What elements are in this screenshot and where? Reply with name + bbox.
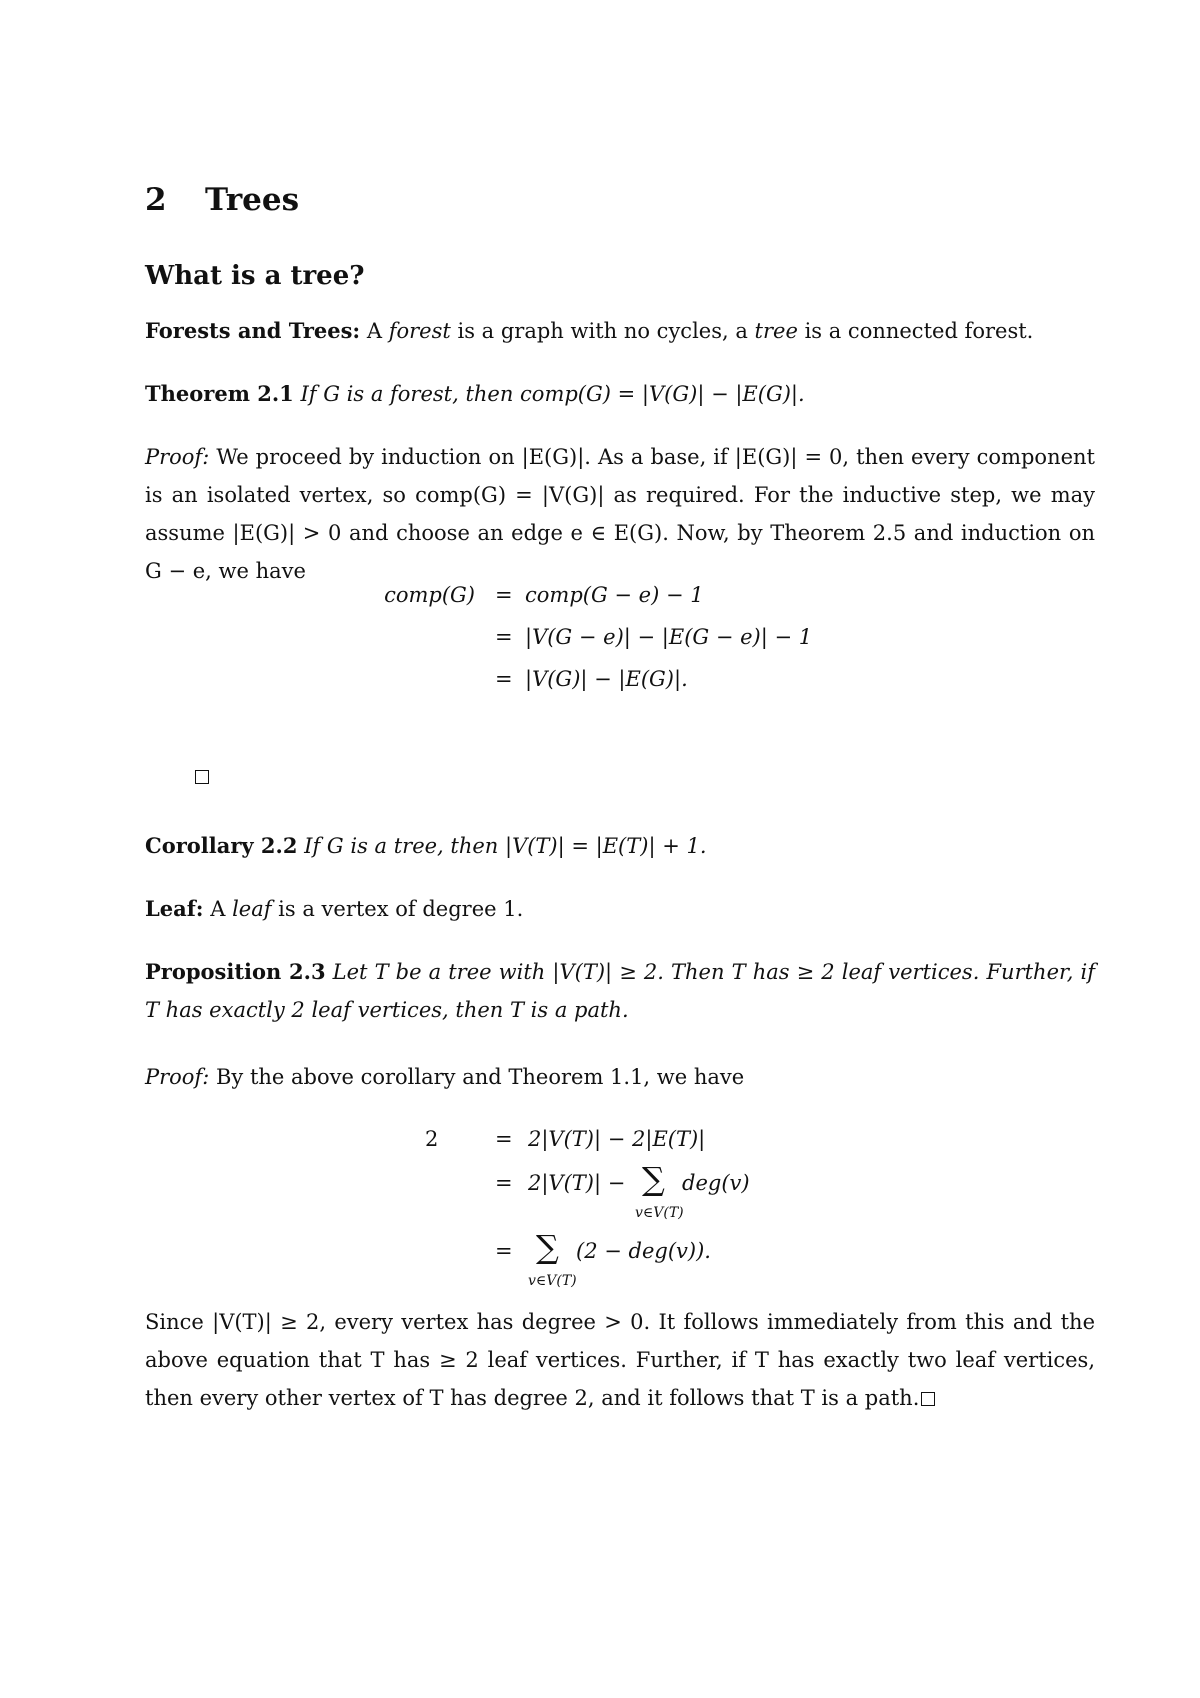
definition-text: A xyxy=(203,897,233,921)
corollary-statement: If G is a tree, then |V(T)| = |E(T)| + 1. xyxy=(304,834,707,858)
proof-text: Since |V(T)| ≥ 2, every vertex has degree > 0. It follows immediately from this and the above equation that T has ≥ 2 leaf vertices. Further, if T has exactly two leaf vertices, then every other vertex of T has degree 2, and it follows that T is a path. xyxy=(145,1310,1095,1410)
equation-rhs: comp(G − e) − 1 xyxy=(525,583,704,607)
equation-lhs: 2 xyxy=(425,1127,439,1151)
section-heading xyxy=(145,180,1095,220)
summation-index: v∈V(T) xyxy=(635,1205,684,1221)
subsection-heading: What is a tree? xyxy=(145,261,365,291)
equation-rhs: deg(v) xyxy=(682,1171,750,1195)
equation-rhs: (2 − deg(v)). xyxy=(576,1239,711,1263)
proof-text: By the above corollary and Theorem 1.1, we have xyxy=(209,1065,745,1089)
definition-text: A xyxy=(360,319,389,343)
equation-rhs: |V(G)| − |E(G)|. xyxy=(525,667,688,691)
proof-theorem-2-1 xyxy=(145,438,1095,590)
equation-lhs: comp(G) xyxy=(384,583,475,607)
section-title: Trees xyxy=(205,182,300,218)
proposition-label: Proposition 2.3 xyxy=(145,959,326,984)
term-leaf: leaf xyxy=(232,897,272,921)
qed-box-icon xyxy=(195,770,209,784)
proof-label: Proof: xyxy=(145,1065,210,1089)
page xyxy=(145,0,1095,1698)
corollary-2-2 xyxy=(145,827,1095,865)
equation-rhs: 2|V(T)| − xyxy=(528,1171,626,1195)
proof-proposition-2-3 xyxy=(145,1058,1095,1096)
summation-index: v∈V(T) xyxy=(528,1273,577,1289)
qed-box-icon xyxy=(921,1392,935,1406)
summation-symbol: ∑ xyxy=(642,1160,665,1198)
proof-conclusion xyxy=(145,1303,1095,1417)
theorem-label: Theorem 2.1 xyxy=(145,381,294,406)
corollary-label: Corollary 2.2 xyxy=(145,833,298,858)
equation-relation: = xyxy=(495,625,513,649)
definition-text: is a vertex of degree 1. xyxy=(271,897,524,921)
definition-label: Forests and Trees: xyxy=(145,318,361,343)
term-forest: forest xyxy=(388,319,451,343)
definition-text: is a graph with no cycles, a xyxy=(450,319,755,343)
proposition-2-3 xyxy=(145,953,1095,1029)
definition-leaf xyxy=(145,890,1095,928)
term-tree: tree xyxy=(754,319,798,343)
theorem-2-1 xyxy=(145,375,1095,413)
proof-text: We proceed by induction on |E(G)|. As a base, if |E(G)| = 0, then every component is an isolated vertex, so comp(G) = |V(G)| as required. For the inductive step, we may assume |E(G)| > 0 and choose an edge e ∈ E(G). Now, by Theorem 2.5 and induction on G − e, we have xyxy=(145,445,1095,583)
proof-label: Proof: xyxy=(145,445,210,469)
equation-relation: = xyxy=(495,1171,513,1195)
equation-relation: = xyxy=(495,667,513,691)
proposition-statement: Let T be a tree with |V(T)| ≥ 2. Then T has ≥ 2 leaf vertices. Further, if T has exactly 2 leaf vertices, then T is a path. xyxy=(145,960,1095,1022)
theorem-statement: If G is a forest, then comp(G) = |V(G)| − |E(G)|. xyxy=(300,382,805,406)
summation-symbol: ∑ xyxy=(536,1228,559,1266)
definition-label: Leaf: xyxy=(145,896,204,921)
section-number: 2 xyxy=(145,182,167,218)
equation-relation: = xyxy=(495,1127,513,1151)
equation-relation: = xyxy=(495,583,513,607)
definition-text: is a connected forest. xyxy=(797,319,1034,343)
equation-rhs: 2|V(T)| − 2|E(T)| xyxy=(528,1127,706,1151)
definition-forests-and-trees xyxy=(145,312,1095,350)
equation-relation: = xyxy=(495,1239,513,1263)
equation-rhs: |V(G − e)| − |E(G − e)| − 1 xyxy=(525,625,813,649)
